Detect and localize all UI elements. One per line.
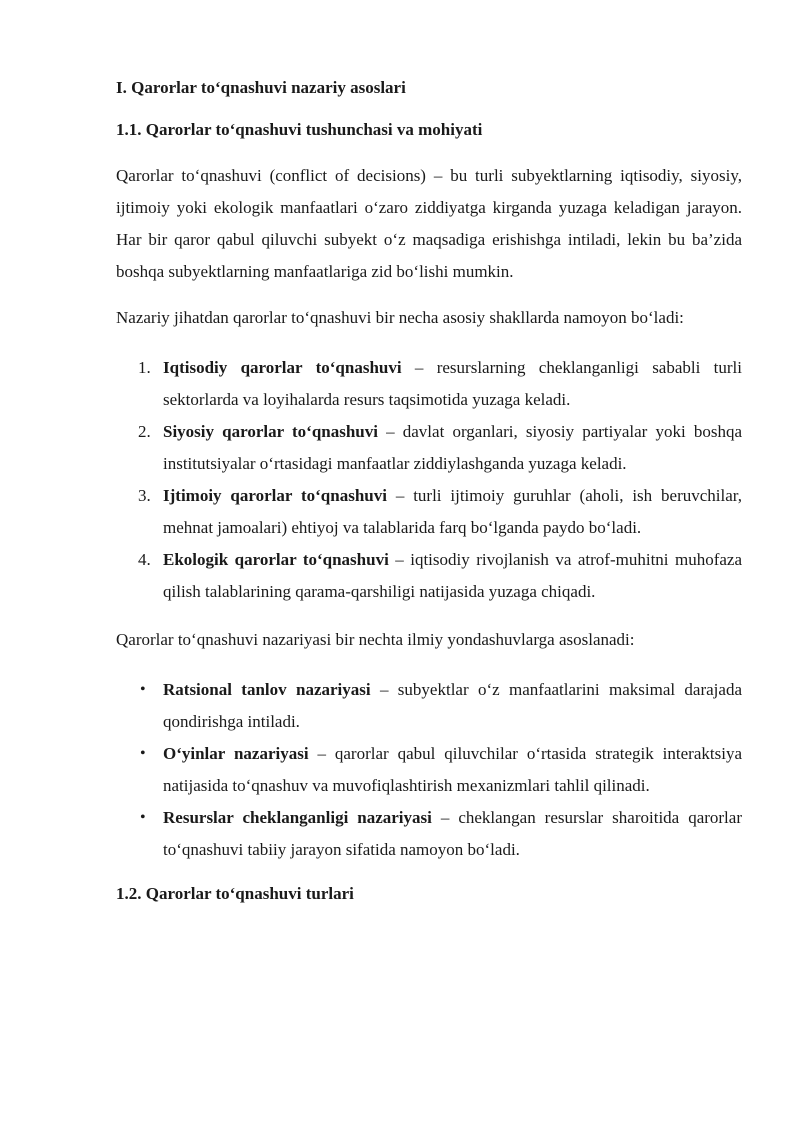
list-item: [116, 802, 742, 866]
list-term: Iqtisodiy qarorlar to‘qnashuvi: [163, 358, 402, 377]
list-item: [116, 738, 742, 802]
list-number: 1.: [138, 358, 151, 377]
list-term: Ratsional tanlov nazariyasi: [163, 680, 371, 699]
list-text: – resurslarning cheklanganligi sababli turli sektorlarda va loyihalarda resurs taqsimotida yuzaga keladi.: [163, 358, 742, 409]
list-term: Resurslar cheklanganligi nazariyasi: [163, 808, 432, 827]
list-item: [116, 674, 742, 738]
forms-paragraph: Nazariy jihatdan qarorlar to‘qnashuvi bir necha asosiy shakllarda namoyon bo‘ladi:: [116, 308, 684, 327]
bullet-icon: •: [140, 681, 146, 698]
theory-paragraph: Qarorlar to‘qnashuvi nazariyasi bir nechta ilmiy yondashuvlarga asoslanadi:: [116, 630, 635, 649]
list-text: – cheklangan resurslar sharoitida qarorlar to‘qnashuvi tabiiy jarayon sifatida namoyon bo‘ladi.: [163, 808, 742, 859]
bullet-icon: •: [140, 809, 146, 826]
section-heading-1-2: 1.2. Qarorlar to‘qnashuvi turlari: [116, 884, 354, 903]
numbered-list: [116, 352, 742, 608]
list-term: Ijtimoiy qarorlar to‘qnashuvi: [163, 486, 387, 505]
list-text: – qarorlar qabul qiluvchilar o‘rtasida strategik interaktsiya natijasida to‘qnashuv va muvofiqlashtirish mexanizmlari tahlil qilinadi.: [163, 744, 742, 795]
list-item: [116, 352, 742, 416]
list-text: – iqtisodiy rivojlanish va atrof-muhitni muhofaza qilish talablarining qarama-qarshiligi natijasida yuzaga chiqadi.: [163, 550, 742, 601]
list-text: – turli ijtimoiy guruhlar (aholi, ish beruvchilar, mehnat jamoalari) ehtiyoj va talablarida farq bo‘lganda paydo bo‘ladi.: [163, 486, 742, 537]
intro-paragraph: Qarorlar to‘qnashuvi (conflict of decisions) – bu turli subyektlarning iqtisodiy, siyosiy, ijtimoiy yoki ekologik manfaatlari o‘zaro ziddiyatga kirganda yuzaga keladigan jarayon. Har bir qaror qabul qiluvchi subyekt o‘z maqsadiga erishishga intiladi, lekin bu ba’zida boshqa subyektlarning manfaatlariga zid bo‘lishi mumkin.: [116, 166, 742, 281]
bullet-icon: •: [140, 745, 146, 762]
chapter-heading: I. Qarorlar to‘qnashuvi nazariy asoslari: [116, 78, 406, 97]
list-text: – davlat organlari, siyosiy partiyalar yoki boshqa institutsiyalar o‘rtasidagi manfaatlar ziddiylashganda yuzaga keladi.: [163, 422, 742, 473]
list-number: 3.: [138, 486, 151, 505]
bullet-list: [116, 674, 742, 866]
list-text: – subyektlar o‘z manfaatlarini maksimal darajada qondirishga intiladi.: [163, 680, 743, 731]
list-item: [116, 416, 742, 480]
list-item: [116, 480, 742, 544]
list-term: Ekologik qarorlar to‘qnashuvi: [163, 550, 389, 569]
list-term: O‘yinlar nazariyasi: [163, 744, 309, 763]
list-number: 4.: [138, 550, 151, 569]
list-number: 2.: [138, 422, 151, 441]
list-term: Siyosiy qarorlar to‘qnashuvi: [163, 422, 378, 441]
list-item: [116, 544, 742, 608]
document-page: [116, 76, 742, 906]
section-heading-1-1: 1.1. Qarorlar to‘qnashuvi tushunchasi va mohiyati: [116, 120, 483, 139]
